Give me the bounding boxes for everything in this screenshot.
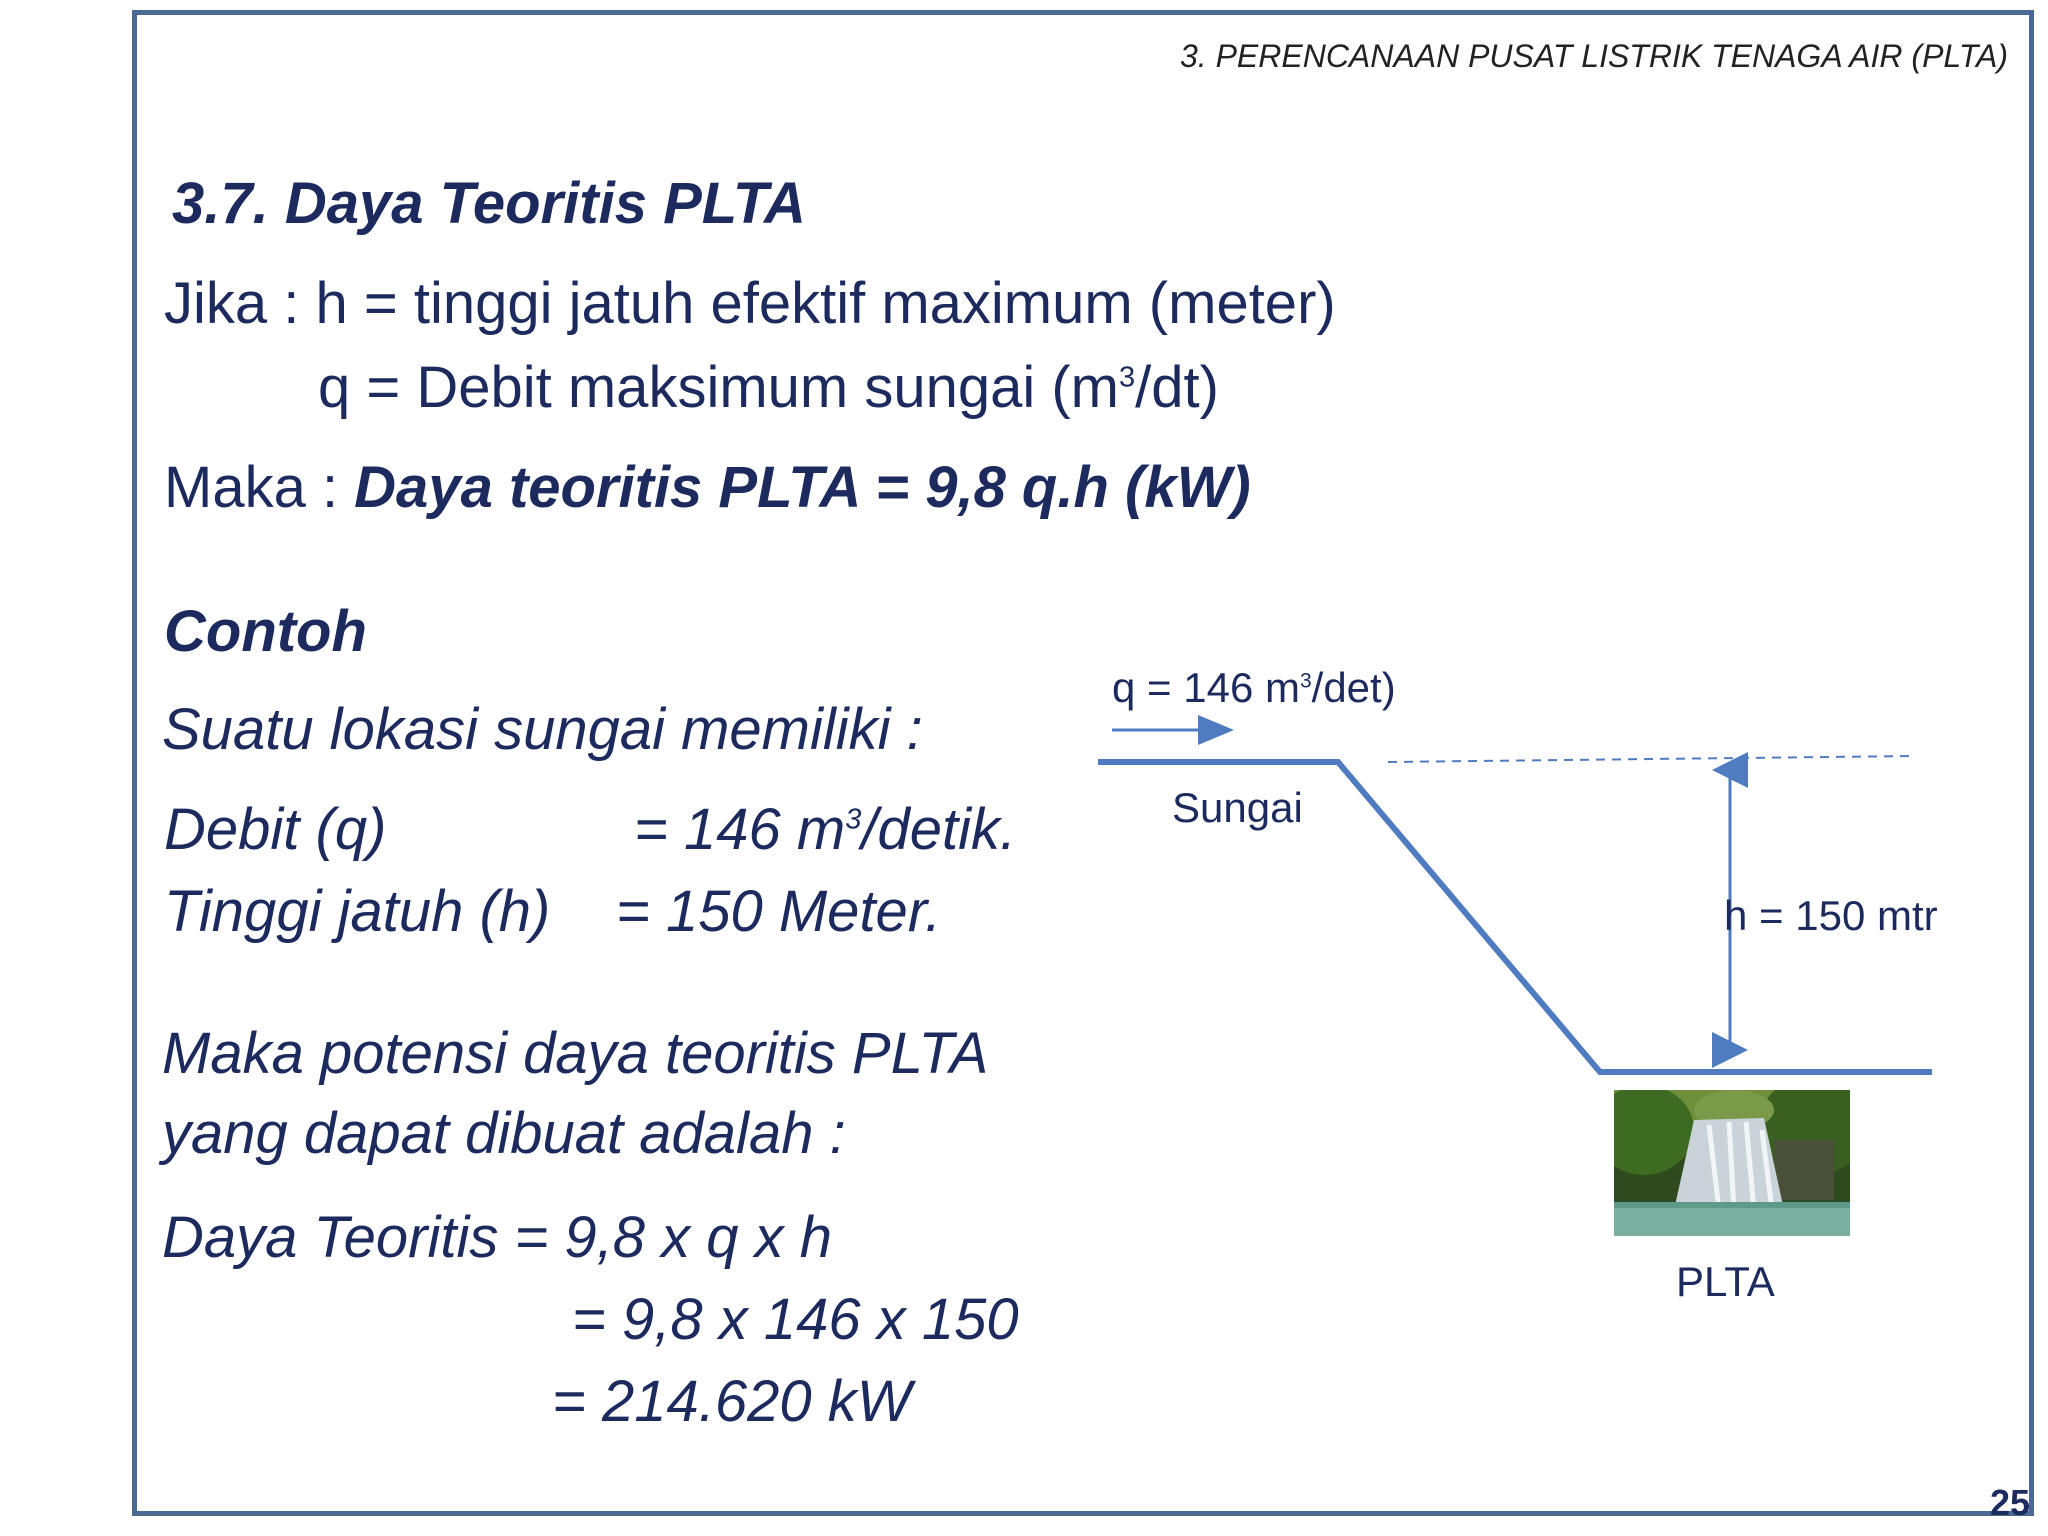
definition-h: Jika : h = tinggi jatuh efektif maximum (meter) xyxy=(164,271,1336,336)
calc-line2: = 9,8 x 146 x 150 xyxy=(572,1287,1019,1352)
head-label: h = 150 mtr xyxy=(1724,892,1938,939)
waterfall-photo xyxy=(1614,1090,1850,1236)
example-intro: Suatu lokasi sungai memiliki : xyxy=(162,697,923,762)
slide-header: 3. PERENCANAAN PUSAT LISTRIK TENAGA AIR (PLTA) xyxy=(1179,38,2008,74)
debit-label: Debit (q) xyxy=(164,797,387,862)
height-value: = 150 Meter. xyxy=(616,879,942,944)
definition-q: q = Debit maksimum sungai $(m^3/dt)$ xyxy=(318,355,1219,420)
river-label: Sungai xyxy=(1172,784,1303,831)
reference-dashed-line xyxy=(1388,756,1916,762)
flow-label: q = 146 $m^3/\det$) xyxy=(1112,664,1396,711)
formula-line: Maka : Daya teoritis PLTA = 9,8 q.h (kW) xyxy=(164,455,1251,520)
conclusion-line1: Maka potensi daya teoritis PLTA xyxy=(162,1021,989,1086)
example-heading: Contoh xyxy=(164,599,367,664)
section-title: 3.7. Daya Teoritis PLTA xyxy=(172,171,806,236)
page-number: 25 xyxy=(1989,1482,2030,1523)
debit-value: = 146 $m^3$/detik. xyxy=(634,797,1017,862)
calc-line3: = 214.620 kW xyxy=(552,1369,912,1434)
plant-label: PLTA xyxy=(1676,1258,1775,1305)
calc-line1: Daya Teoritis = 9,8 x q x h xyxy=(162,1205,833,1270)
height-label: Tinggi jatuh (h) xyxy=(164,879,551,944)
formula-expression: Daya teoritis PLTA = 9,8 q.h (kW) xyxy=(354,455,1251,520)
conclusion-line2: yang dapat dibuat adalah : xyxy=(162,1101,846,1166)
